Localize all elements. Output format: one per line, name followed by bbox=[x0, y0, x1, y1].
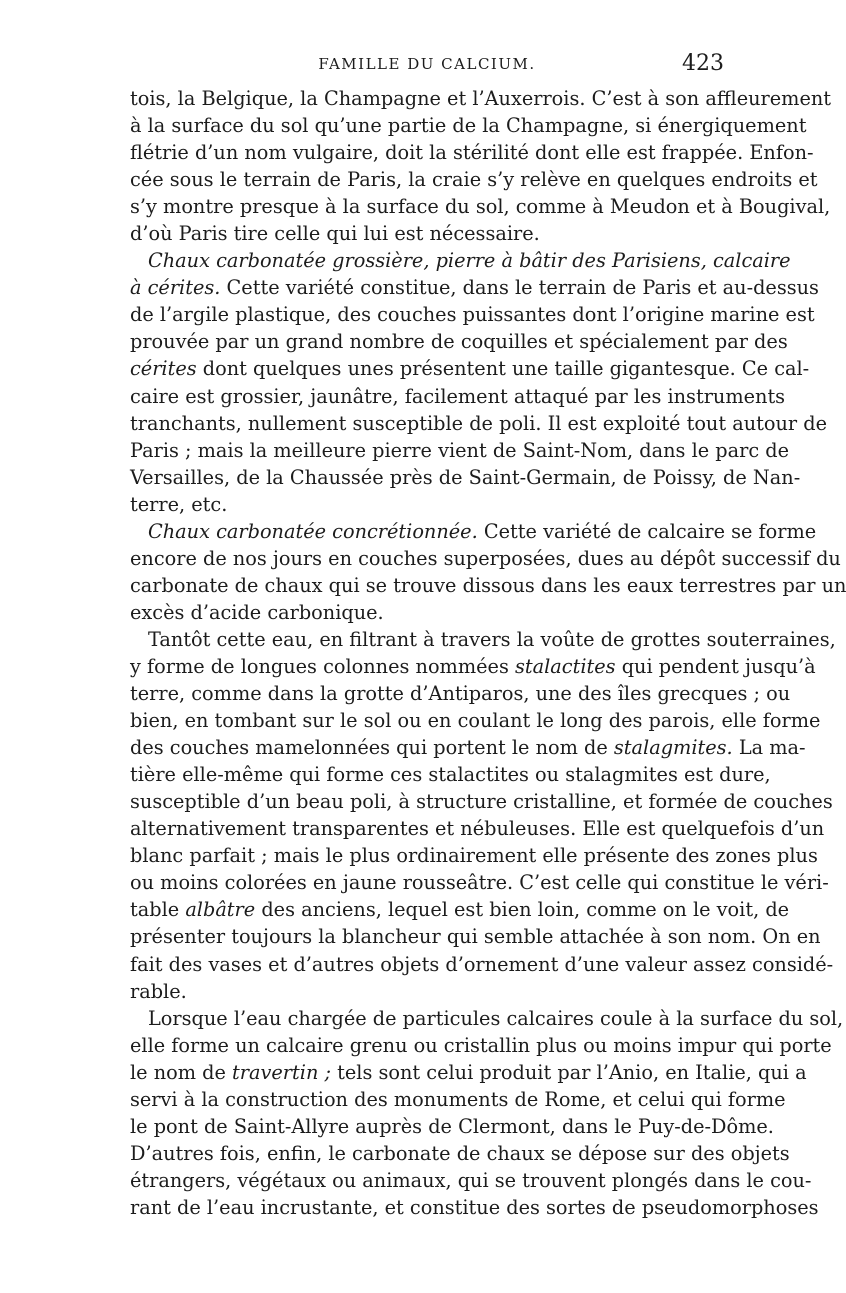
italic-term: à cérites. bbox=[130, 276, 221, 300]
text-line: d’où Paris tire celle qui lui est nécessaire. bbox=[130, 222, 540, 246]
text-line: Paris ; mais la meilleure pierre vient de Saint-Nom, dans le parc de bbox=[130, 438, 790, 462]
italic-term: stalagmites. bbox=[613, 736, 733, 760]
text-line: servi à la construction des monuments de Rome, et celui qui forme bbox=[130, 1087, 786, 1111]
text-span: table bbox=[130, 898, 180, 922]
text-line: à la surface du sol qu’une partie de la Champagne, si énergiquement bbox=[130, 114, 807, 138]
text-span: y forme de longues colonnes nommées bbox=[130, 654, 509, 678]
text-line: excès d’acide carbonique. bbox=[130, 600, 384, 624]
text-line: présenter toujours la blancheur qui semble attachée à son nom. On en bbox=[130, 925, 821, 949]
text-line: D’autres fois, enfin, le carbonate de chaux se dépose sur des objets bbox=[130, 1141, 790, 1165]
text-line: susceptible d’un beau poli, à structure cristalline, et formée de couches bbox=[130, 790, 833, 814]
text-span: qui pendent jusqu’à bbox=[621, 654, 816, 678]
text-line: Versailles, de la Chaussée près de Saint-Germain, de Poissy, de Nan- bbox=[130, 465, 801, 489]
italic-term: stalactites bbox=[514, 654, 616, 678]
text-line: blanc parfait ; mais le plus ordinairement elle présente des zones plus bbox=[130, 844, 818, 868]
text-line: Tantôt cette eau, en filtrant à travers la voûte de grottes souterraines, bbox=[148, 627, 836, 651]
text-line: étrangers, végétaux ou animaux, qui se trouvent plongés dans le cou- bbox=[130, 1168, 812, 1192]
italic-heading: Chaux carbonatée grossière, pierre à bâtir des Parisiens, calcaire bbox=[148, 249, 791, 273]
text-line: tranchants, nullement susceptible de poli. Il est exploité tout autour de bbox=[130, 411, 828, 435]
text-span: Cette variété de calcaire se forme bbox=[483, 519, 817, 543]
text-line: de l’argile plastique, des couches puissantes dont l’origine marine est bbox=[130, 303, 815, 327]
text-line: terre, comme dans la grotte d’Antiparos, une des îles grecques ; ou bbox=[130, 682, 791, 706]
text-line: rant de l’eau incrustante, et constitue des sortes de pseudomorphoses bbox=[130, 1195, 819, 1219]
text-line: elle forme un calcaire grenu ou cristallin plus ou moins impur qui porte bbox=[130, 1033, 832, 1057]
italic-heading: Chaux carbonatée concrétionnée. bbox=[148, 519, 478, 543]
body-text bbox=[130, 85, 846, 1221]
text-line: tière elle-même qui forme ces stalactites ou stalagmites est dure, bbox=[130, 763, 771, 787]
text-span: dont quelques unes présentent une taille gigantesque. Ce cal- bbox=[202, 357, 810, 381]
running-title: FAMILLE DU CALCIUM. bbox=[318, 55, 536, 73]
text-line: encore de nos jours en couches superposées, dues au dépôt successif du bbox=[130, 546, 841, 570]
italic-term: albâtre bbox=[185, 898, 256, 922]
text-line bbox=[130, 355, 810, 382]
text-line: flétrie d’un nom vulgaire, doit la stérilité dont elle est frappée. Enfon- bbox=[130, 141, 814, 165]
text-line bbox=[130, 734, 806, 761]
text-span: des anciens, lequel est bien loin, comme on le voit, de bbox=[261, 898, 790, 922]
text-line: terre, etc. bbox=[130, 492, 228, 516]
text-line: tois, la Belgique, la Champagne et l’Auxerrois. C’est à son affleurement bbox=[130, 87, 832, 110]
text-line: bien, en tombant sur le sol ou en coulant le long des parois, elle forme bbox=[130, 709, 821, 733]
text-span: La ma- bbox=[738, 736, 806, 760]
text-line: le pont de Saint-Allyre auprès de Clermont, dans le Puy-de-Dôme. bbox=[130, 1114, 774, 1138]
page-header bbox=[130, 51, 724, 85]
text-line: prouvée par un grand nombre de coquilles et spécialement par des bbox=[130, 330, 788, 354]
text-span: Cette variété constitue, dans le terrain de Paris et au-dessus bbox=[226, 276, 819, 300]
text-line bbox=[130, 518, 817, 545]
text-line: carbonate de chaux qui se trouve dissous dans les eaux terrestres par un bbox=[130, 573, 846, 597]
text-line: Lorsque l’eau chargée de particules calcaires coule à la surface du sol, bbox=[148, 1006, 844, 1030]
text-span: le nom de bbox=[130, 1060, 226, 1084]
text-line: fait des vases et d’autres objets d’ornement d’une valeur assez considé- bbox=[130, 952, 834, 976]
text-line: rable. bbox=[130, 979, 187, 1003]
text-line bbox=[130, 274, 819, 301]
page-number: 423 bbox=[682, 51, 724, 76]
text-line: ou moins colorées en jaune rousseâtre. C’est celle qui constitue le véri- bbox=[130, 871, 829, 895]
text-line: alternativement transparentes et nébuleuses. Elle est quelquefois d’un bbox=[130, 817, 825, 841]
text-line: cée sous le terrain de Paris, la craie s’y relève en quelques endroits et bbox=[130, 168, 818, 192]
text-line bbox=[130, 896, 790, 923]
italic-term: travertin ; bbox=[232, 1060, 331, 1084]
text-line bbox=[130, 653, 816, 680]
italic-term: cérites bbox=[130, 357, 197, 381]
text-line: s’y montre presque à la surface du sol, comme à Meudon et à Bougival, bbox=[130, 195, 831, 219]
text-span: des couches mamelonnées qui portent le nom de bbox=[130, 736, 608, 760]
text-line bbox=[130, 1059, 807, 1086]
text-line: caire est grossier, jaunâtre, facilement attaqué par les instruments bbox=[130, 384, 786, 408]
text-span: tels sont celui produit par l’Anio, en Italie, qui a bbox=[337, 1060, 807, 1084]
